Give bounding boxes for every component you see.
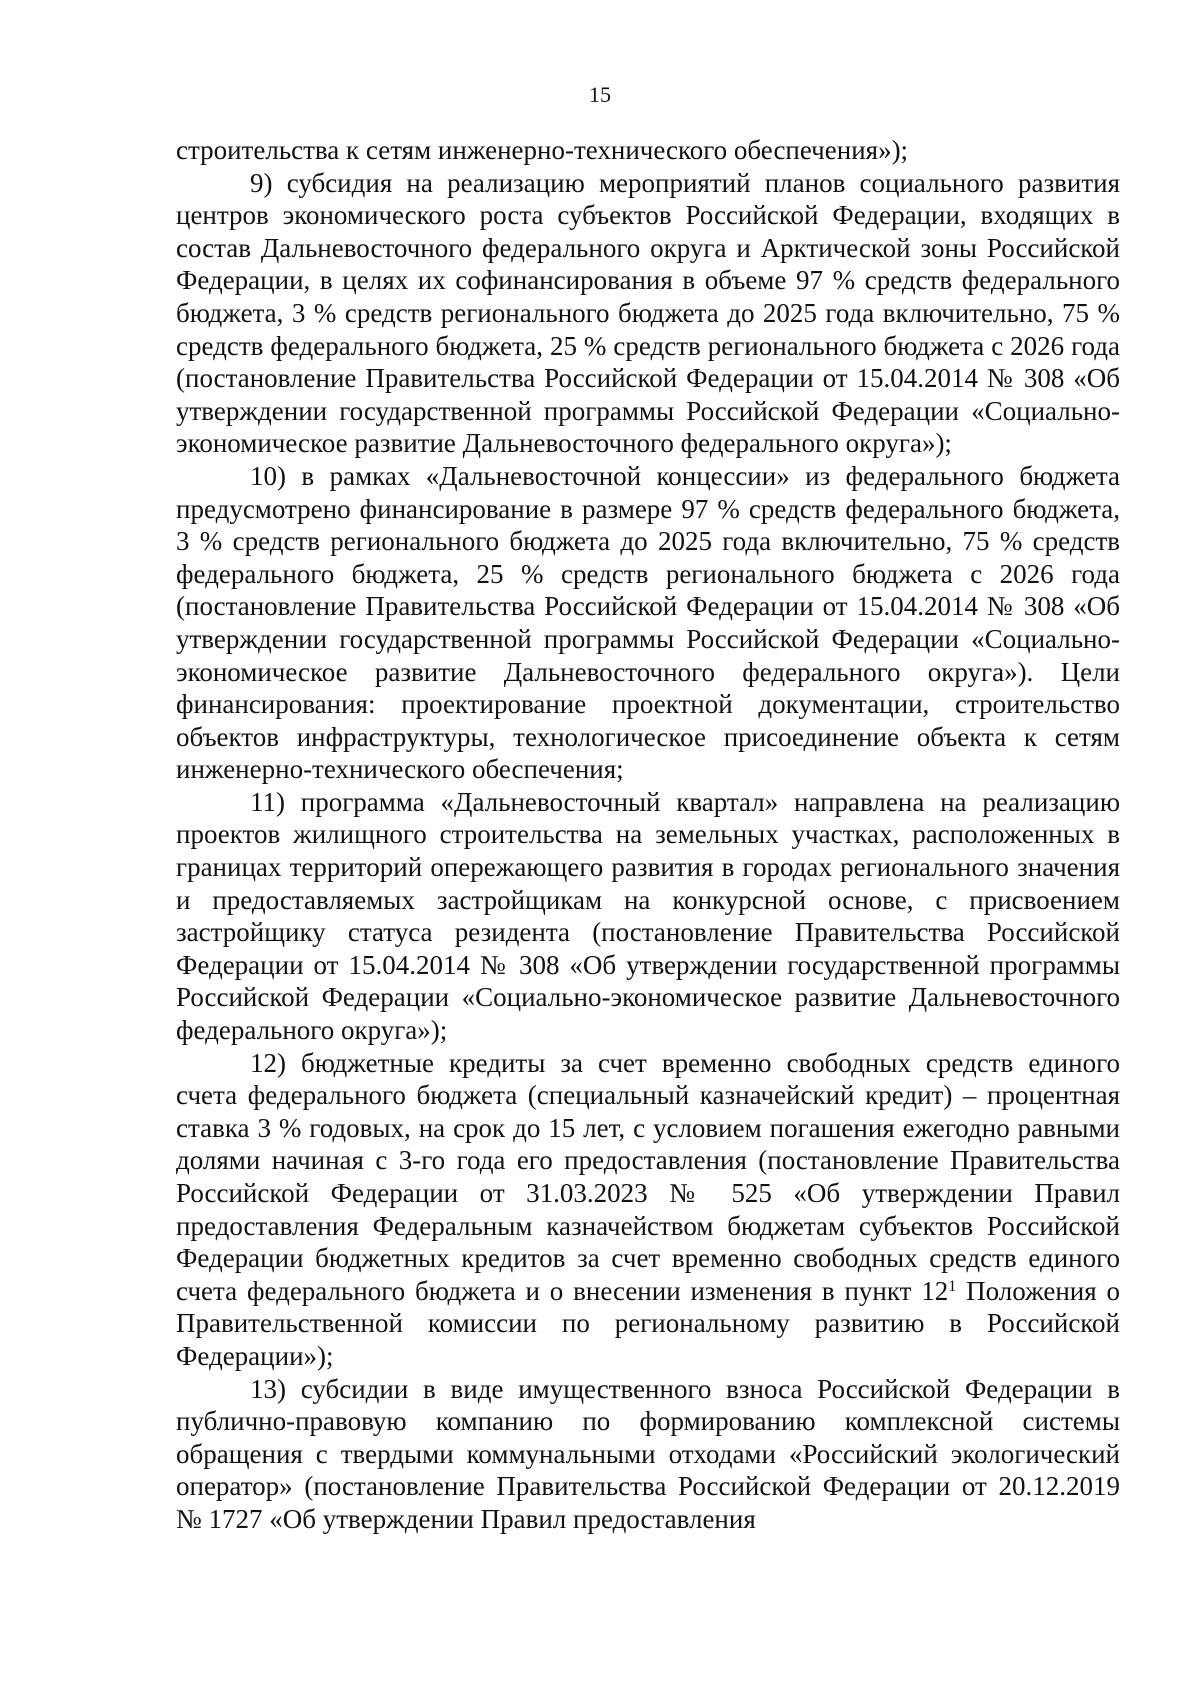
paragraph-continuation: строительства к сетям инженерно-технического обеспечения»);: [176, 135, 909, 165]
paragraph-item-9: 9) субсидия на реализацию мероприятий планов социального развития центров экономического роста субъектов Российской Федерации, входящих в состав Дальневосточного федерального округа и Арктической зоны Российской Федерации, в целях их софинансирования в объеме 97 % средств федерального бюджета, 3 % средств регионального бюджета до 2025 года включительно, 75 % средств федерального бюджета, 25 % средств регионального бюджета с 2026 года (постановление Правительства Российской Федерации от 15.04.2014 № 308 «Об утверждении государственной программы Российской Федерации «Социально-экономическое развитие Дальневосточного федерального округа»);: [176, 167, 1120, 459]
page-number: 15: [589, 82, 611, 107]
paragraph-item-12: [176, 1047, 1120, 1373]
paragraph-item-12-text-before: 12) бюджетные кредиты за счет временно свободных средств единого счета федерального бюджета (специальный казначейский кредит) – процентная ставка 3 % годовых, на срок до 15 лет, с условием погашения ежегодно равными долями начиная с 3-го года его предоставления (постановление Правительства Российской Федерации от 31.03.2023 № 525 «Об утверждении Правил предоставления Федеральным казначейством бюджетам субъектов Российской Федерации бюджетных кредитов за счет временно свободных средств единого счета федерального бюджета и о внесении изменения в пункт 12: [176, 1047, 1120, 1306]
document-body: [176, 134, 1120, 1536]
paragraph-item-11: 11) программа «Дальневосточный квартал» направлена на реализацию проектов жилищного строительства на земельных участках, расположенных в границах территорий опережающего развития в городах регионального значения и предоставляемых застройщикам на конкурсной основе, с присвоением застройщику статуса резидента (постановление Правительства Российской Федерации от 15.04.2014 № 308 «Об утверждении государственной программы Российской Федерации «Социально-экономическое развитие Дальневосточного федерального округа»);: [176, 786, 1120, 1046]
paragraph-item-13: 13) субсидии в виде имущественного взноса Российской Федерации в публично-правовую компанию по формированию комплексной системы обращения с твердыми коммунальными отходами «Российский экологический оператор» (постановление Правительства Российской Федерации от 20.12.2019 № 1727 «Об утверждении Правил предоставления: [176, 1373, 1120, 1534]
superscript-mark: 1: [948, 1277, 957, 1295]
paragraph-item-12-text-after: Положения о Правительственной комиссии по региональному развитию в Российской Федерации»);: [176, 1275, 1121, 1371]
paragraph-item-10: 10) в рамках «Дальневосточной концессии» из федерального бюджета предусмотрено финансирование в размере 97 % средств федерального бюджета, 3 % средств регионального бюджета до 2025 года включительно, 75 % средств федерального бюджета, 25 % средств регионального бюджета с 2026 года (постановление Правительства Российской Федерации от 15.04.2014 № 308 «Об утверждении государственной программы Российской Федерации «Социально-экономическое развитие Дальневосточного федерального округа»). Цели финансирования: проектирование проектной документации, строительство объектов инфраструктуры, технологическое присоединение объекта к сетям инженерно-технического обеспечения;: [176, 460, 1120, 785]
